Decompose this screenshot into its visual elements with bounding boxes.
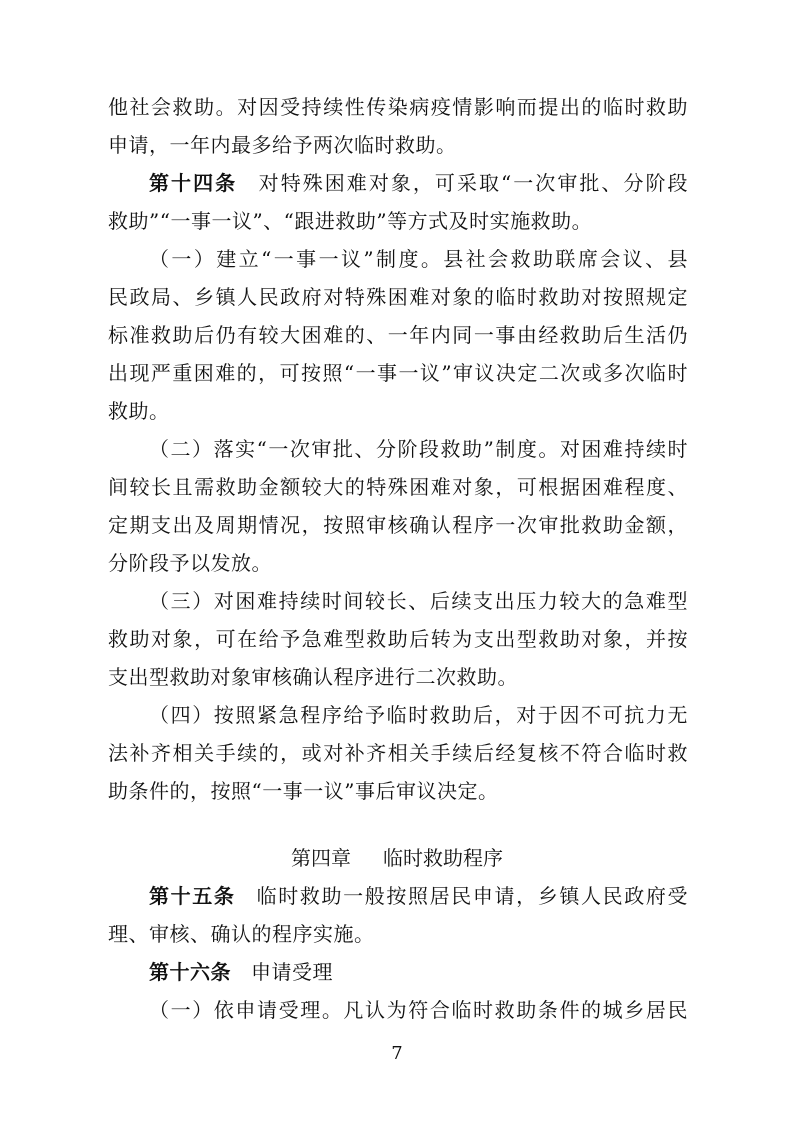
text-line: 支出型救助对象审核确认程序进行二次救助。 (108, 665, 518, 689)
text-line: （三）对困难持续时间较长、后续支出压力较大的急难型 (149, 589, 688, 613)
text-line: （四）按照紧急程序给予临时救助后，对于因不可抗力无 (149, 703, 688, 727)
text-line: 定期支出及周期情况，按照审核确认程序一次审批救助金额， (108, 513, 688, 537)
text-line: 理、审核、确认的程序实施。 (108, 922, 375, 946)
chapter-number: 第四章 (291, 846, 351, 870)
text-line: 法补齐相关手续的，或对补齐相关手续后经复核不符合临时救 (108, 741, 688, 765)
text-span: 申请受理 (251, 960, 333, 984)
chapter-title: 临时救助程序 (383, 846, 503, 870)
text-line: 他社会救助。对因受持续性传染病疫情影响而提出的临时救助 (108, 95, 688, 119)
text-line: 救助。 (108, 399, 170, 423)
chapter-heading (0, 845, 794, 871)
article-15-first-line (149, 883, 688, 909)
article-label: 第十五条 (149, 884, 236, 908)
text-line: 救助对象，可在给予急难型救助后转为支出型救助对象，并按 (108, 627, 688, 651)
text-line: 助条件的，按照“一事一议”事后审议决定。 (108, 779, 499, 803)
page-number: 7 (391, 1043, 403, 1064)
text-line: （一）建立“一事一议”制度。县社会救助联席会议、县 (149, 247, 688, 271)
text-line: 救助”“一事一议”、“跟进救助”等方式及时实施救助。 (108, 209, 593, 233)
article-label: 第十四条 (149, 171, 238, 195)
text-line: （一）依申请受理。凡认为符合临时救助条件的城乡居民 (149, 998, 688, 1022)
article-16-line (149, 959, 688, 985)
article-label: 第十六条 (149, 960, 231, 984)
article-14-first-line (149, 170, 688, 196)
text-line: 标准救助后仍有较大困难的、一年内同一事由经救助后生活仍 (108, 323, 688, 347)
text-line: 申请，一年内最多给予两次临时救助。 (108, 133, 457, 157)
text-line: 间较长且需救助金额较大的特殊困难对象，可根据困难程度、 (108, 475, 688, 499)
text-span: 对特殊困难对象，可采取“一次审批、分阶段 (257, 171, 689, 195)
text-line: （二）落实“一次审批、分阶段救助”制度。对困难持续时 (149, 437, 688, 461)
text-line: 分阶段予以发放。 (108, 551, 272, 575)
text-line: 民政局、乡镇人民政府对特殊困难对象的临时救助对按照规定 (108, 285, 688, 309)
text-span: 临时救助一般按照居民申请，乡镇人民政府受 (255, 884, 688, 908)
text-line: 出现严重困难的，可按照“一事一议”审议决定二次或多次临时 (108, 361, 688, 385)
